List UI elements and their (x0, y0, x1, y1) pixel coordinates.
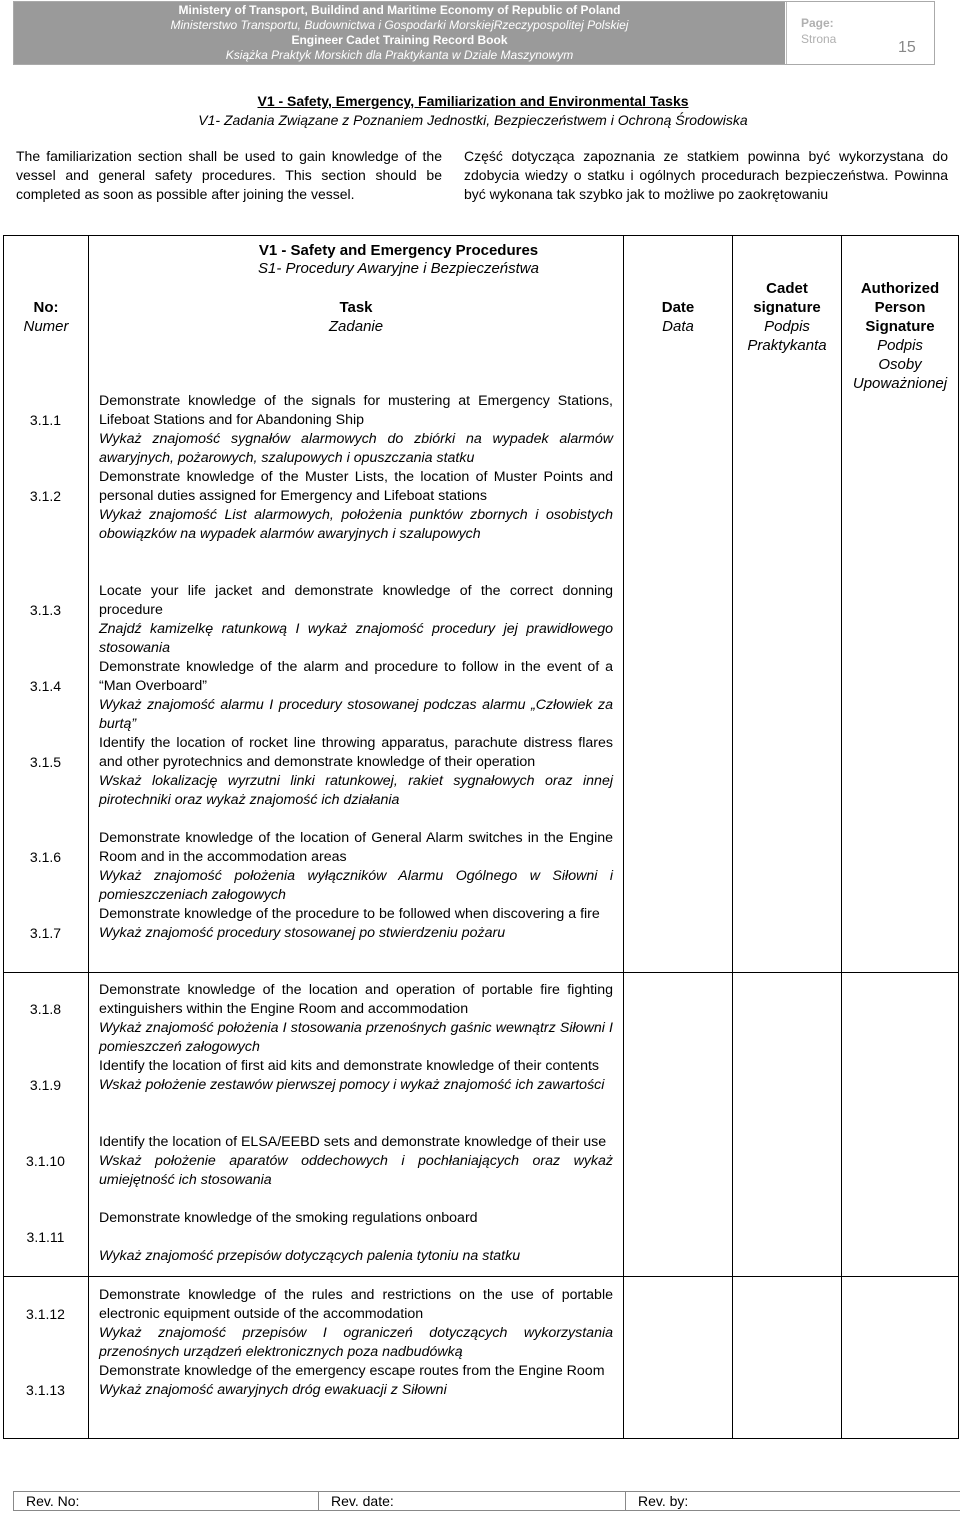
task-number: 3.1.6 (29, 849, 62, 865)
page-title-en: V1 - Safety, Emergency, Familiarization and Environmental Tasks (257, 93, 689, 109)
header-authorized-signature: Authorized Person Signature Podpis Osoby Upoważnionej (852, 280, 948, 392)
rev-date-label: Rev. date: (331, 1493, 394, 1509)
row-divider (4, 972, 958, 973)
task-description: Demonstrate knowledge of the emergency escape routes from the Engine Room Wykaż znajomość awaryjnych dróg ewakuacji z Siłowni (99, 1363, 605, 1398)
header-task: Task Zadanie (328, 299, 384, 335)
task-description: Demonstrate knowledge of the location and operation of portable fire fighting extinguishers within the Engine Room and accommodation Wykaż znajomość położenia I stosowania przenośnych gaśnic wewnątrz Siłowni I pomieszczeń załogowych (99, 982, 613, 1055)
task-number: 3.1.13 (26, 1382, 65, 1398)
column-divider (732, 236, 733, 1438)
revision-footer (13, 1491, 960, 1511)
header-ministry-pl: Ministerstwo Transportu, Budownictwa i Gospodarki MorskiejRzeczypospolitej Polskiej (170, 18, 629, 32)
task-number: 3.1.7 (29, 925, 62, 941)
task-description: Identify the location of first aid kits and demonstrate knowledge of their contents Wskaż położenie zestawów pierwszej pomocy i wykaż znajomość ich zawartości (99, 1058, 605, 1093)
section-title-pl: S1- Procedury Awaryjne i Bezpieczeństwa (258, 260, 539, 277)
task-description: Demonstrate knowledge of the signals for mustering at Emergency Stations, Lifeboat Stations and for Abandoning Ship Wykaż znajomość sygnałów alarmowych do zbiórki na wypadek alarmów awaryjnych, pożarowych, szalupowych i opuszczania statku (99, 393, 613, 466)
task-description: Demonstrate knowledge of the rules and restrictions on the use of portable electronic equipment outside of the accommodation Wykaż znajomość przepisów I ograniczeń dotyczących wykorzystania przenośnych urządzeń elektronicznych poza nadbudówką (99, 1287, 613, 1360)
header-cadet-signature: Cadet signature Podpis Praktykanta (747, 280, 827, 354)
footer-divider (625, 1492, 626, 1510)
task-description: Identify the location of ELSA/EEBD sets and demonstrate knowledge of their use Wskaż położenie aparatów oddechowych i pochłaniających oraz wykaż umiejętność ich stosowania (99, 1134, 613, 1188)
task-number: 3.1.2 (29, 488, 62, 504)
page-number: 15 (898, 39, 916, 56)
task-description: Demonstrate knowledge of the smoking regulations onboard Wykaż znajomość przepisów dotyczących palenia tytoniu na statku (99, 1210, 521, 1264)
section-title-en: V1 - Safety and Emergency Procedures (258, 242, 539, 259)
task-number: 3.1.4 (29, 678, 62, 694)
header-number: No: Numer (23, 299, 69, 335)
task-number: 3.1.11 (26, 1229, 65, 1245)
intro-text-pl: Część dotycząca zapoznania ze statkiem powinna być wykorzystana do zdobycia wiedzy o statku i ogólnych procedurach bezpieczeństwa. Powinna być wykonana tak szybko jak to możliwe po zaokrętowaniu (464, 148, 948, 202)
task-description: Demonstrate knowledge of the procedure to be followed when discovering a fire Wykaż znajomość procedury stosowanej po stwierdzeniu pożaru (99, 906, 600, 941)
tasks-table (3, 235, 959, 1439)
task-description: Demonstrate knowledge of the alarm and procedure to follow in the event of a “Man Overboard” Wykaż znajomość alarmu I procedury stosowanej podczas alarmu „Człowiek za burtą” (99, 659, 613, 732)
header-book-pl: Książka Praktyk Morskich dla Praktykanta w Dziale Maszynowym (225, 48, 574, 62)
header-book-en: Engineer Cadet Training Record Book (291, 33, 508, 47)
task-number: 3.1.1 (29, 412, 62, 428)
column-divider (88, 236, 89, 1438)
header-ministry-en: Ministery of Transport, Buildind and Maritime Economy of Republic of Poland (178, 3, 621, 17)
footer-divider (318, 1492, 319, 1510)
task-description: Demonstrate knowledge of the location of General Alarm switches in the Engine Room and in the accommodation areas Wykaż znajomość położenia wyłączników Alarmu Ogólnego w Siłowni i pomieszczeniach załogowych (99, 830, 613, 903)
task-number: 3.1.5 (29, 754, 62, 770)
row-divider (4, 1276, 958, 1277)
intro-text-en: The familiarization section shall be used to gain knowledge of the vessel and general safety procedures. This section should be completed as soon as possible after joining the vessel. (16, 148, 442, 202)
page-label: Page: (801, 16, 834, 30)
task-number: 3.1.10 (26, 1153, 65, 1169)
document-header (13, 1, 935, 65)
column-divider (623, 236, 624, 1438)
task-number: 3.1.12 (26, 1306, 65, 1322)
page-title-pl: V1- Zadania Związane z Poznaniem Jednostki, Bezpieczeństwem i Ochroną Środowiska (198, 112, 748, 128)
rev-no-label: Rev. No: (26, 1493, 80, 1509)
task-description: Demonstrate knowledge of the Muster Lists, the location of Muster Points and personal duties assigned for Emergency and Lifeboat stations Wykaż znajomość List alarmowych, położenia punktów zbornych i osobistych obowiązków na wypadek alarmów awaryjnych i szalupowych (99, 469, 613, 542)
task-description: Identify the location of rocket line throwing apparatus, parachute distress flares and other pyrotechnics and demonstrate knowledge of their operation Wskaż lokalizację wyrzutni linki ratunkowej, rakiet sygnałowych oraz innej pirotechniki oraz wykaż znajomość ich działania (99, 735, 613, 808)
task-number: 3.1.8 (29, 1001, 62, 1017)
task-number: 3.1.3 (29, 602, 62, 618)
strona-label: Strona (801, 32, 837, 46)
header-divider (786, 2, 787, 64)
header-date: Date Data (661, 299, 695, 335)
task-description: Locate your life jacket and demonstrate knowledge of the correct donning procedure Znajdź kamizelkę ratunkową I wykaż znajomość procedury jej prawidłowego stosowania (99, 583, 613, 656)
column-divider (841, 236, 842, 1438)
rev-by-label: Rev. by: (638, 1493, 689, 1509)
task-number: 3.1.9 (29, 1077, 62, 1093)
